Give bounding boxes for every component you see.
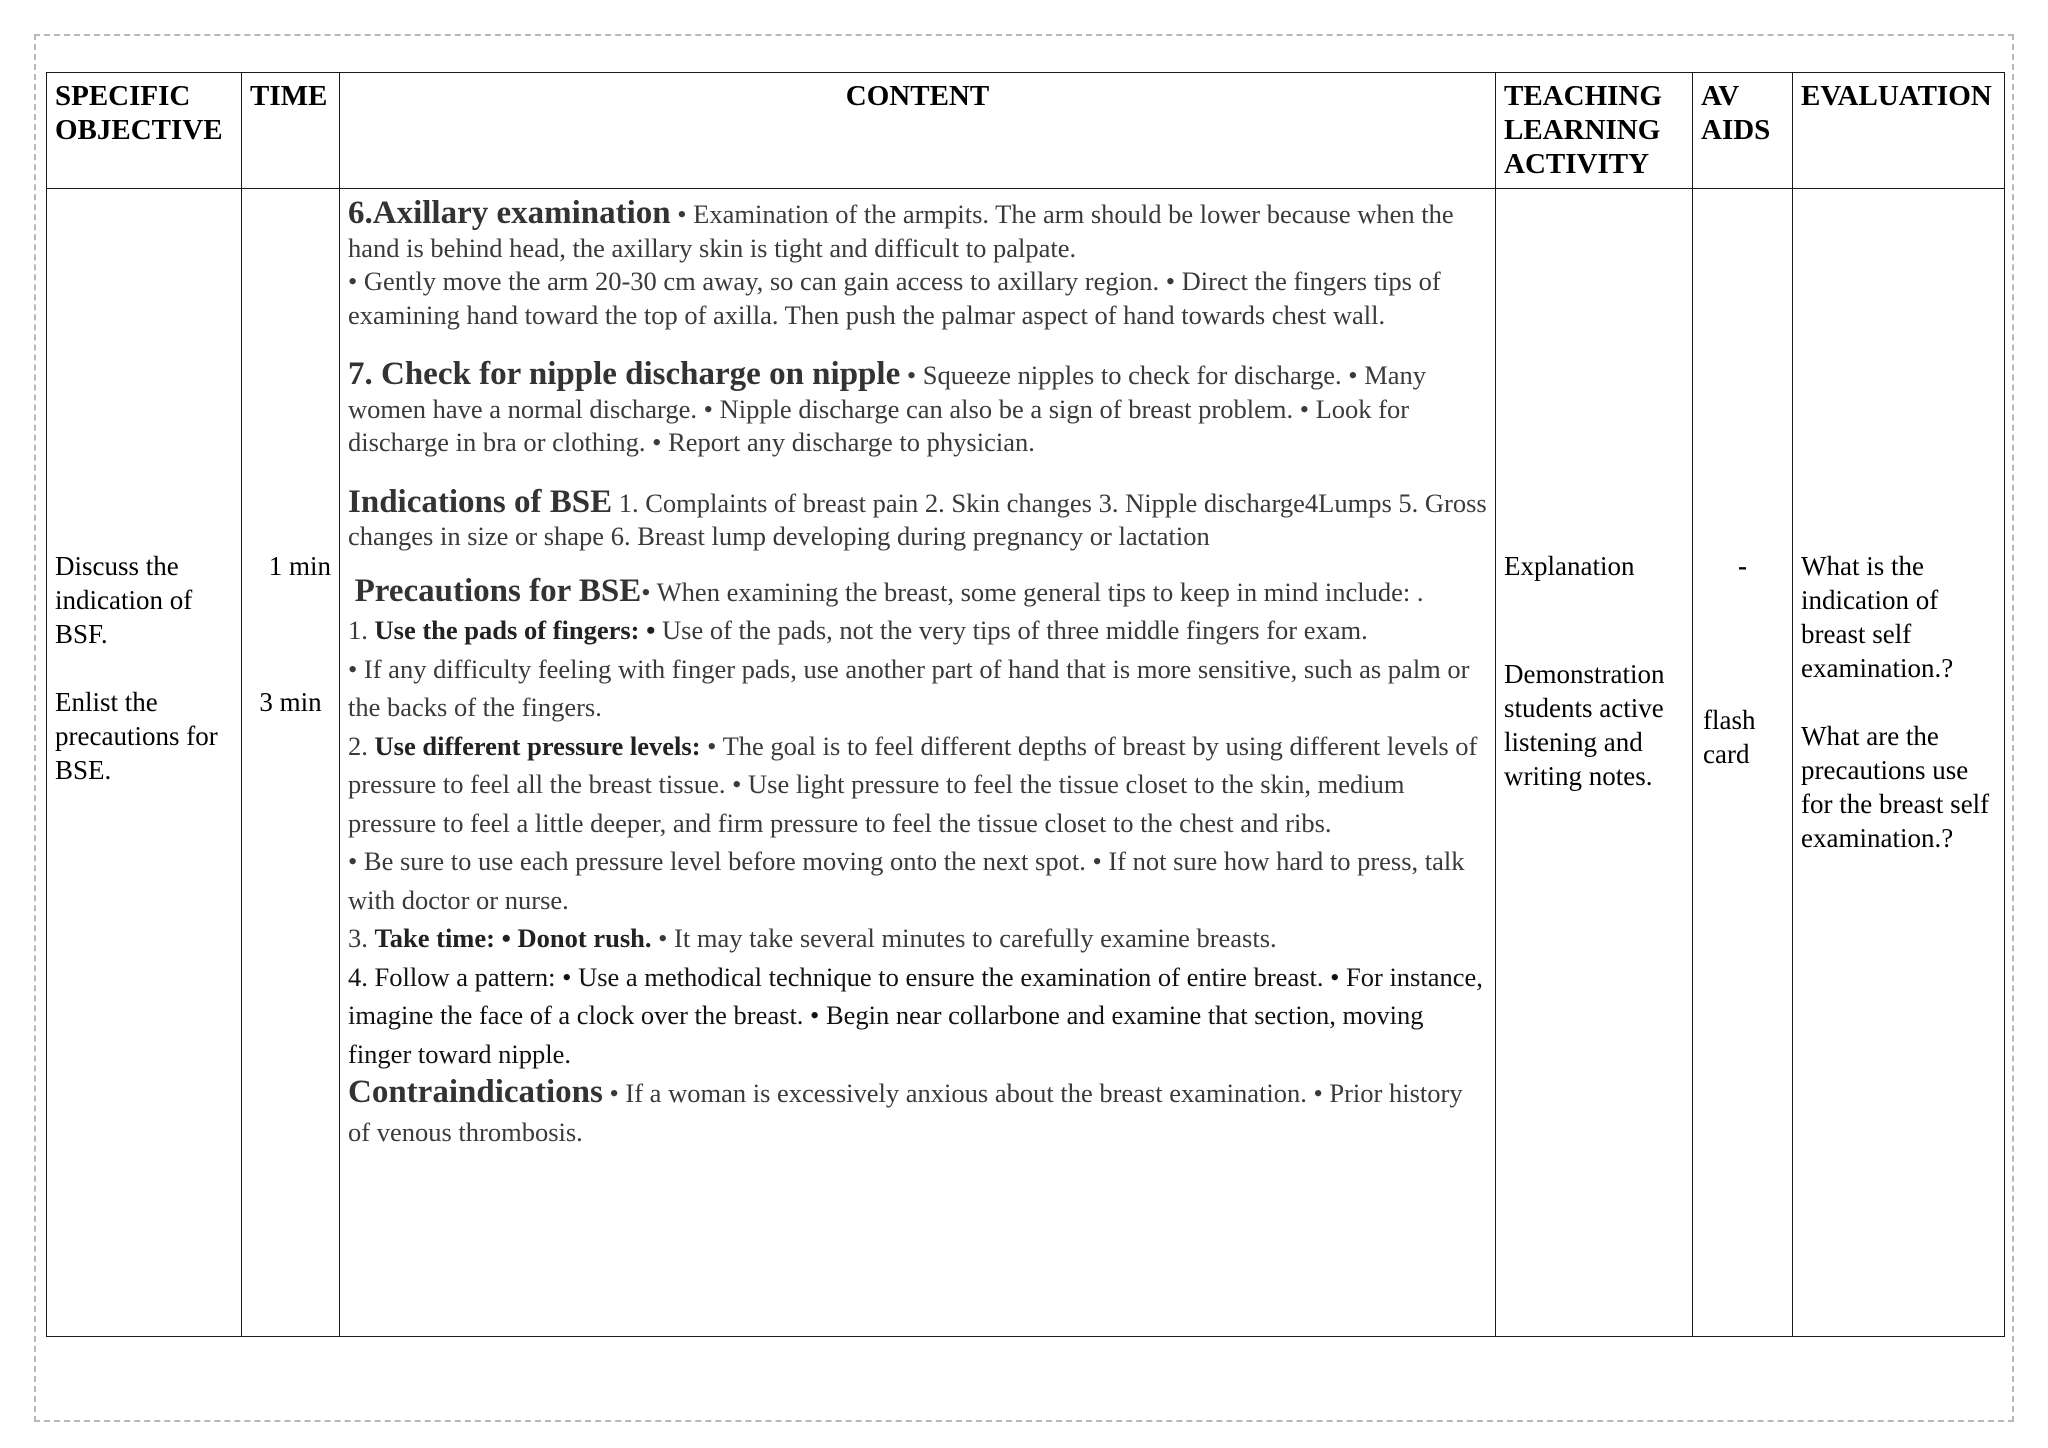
item-number: 3. [348,923,375,953]
item-text: • If any difficulty feeling with finger pads, use another part of hand that is more sensitive, such as palm or the backs of the fingers. [348,653,1470,722]
time-item: 3 min [259,687,322,717]
av-aid-item: - [1738,551,1747,581]
activity-item: Demonstration students active listening and writing notes. [1504,659,1665,791]
section-text: 1. Complaints of breast pain 2. Skin changes 3. Nipple discharge4Lumps 5. Gross changes in size or shape 6. Breast lump developing during pregnancy or lactation [348,487,1487,551]
item-text: • Be sure to use each pressure level before moving onto the next spot. • If not sure how hard to press, talk with doctor or nurse. [348,846,1465,915]
header-time: TIME [242,73,340,189]
header-teaching-learning-activity: TEACHING LEARNING ACTIVITY [1496,73,1693,189]
item-text: • It may take several minutes to carefully examine breasts. [651,923,1277,953]
activity-item: Explanation [1504,551,1635,581]
time-cell [242,189,340,1337]
header-specific-objective: SPECIFIC OBJECTIVE [47,73,242,189]
objective-item: Discuss the indication of BSF. [55,551,193,649]
item-title: Take time: • Donot rush. [374,923,652,953]
evaluation-cell [1793,189,2005,1337]
nipple-section [348,358,1489,460]
av-aid-item: flash card [1703,705,1756,769]
activity-cell [1496,189,1693,1337]
header-evaluation: EVALUATION [1793,73,2005,189]
av-aids-cell [1693,189,1793,1337]
content-cell [340,189,1496,1337]
section-heading: Indications of BSE [348,483,613,520]
section-heading: Precautions for BSE [354,572,642,609]
section-text: • When examining the breast, some general tips to keep in mind include: . [641,576,1424,607]
header-av-aids: AV AIDS [1693,73,1793,189]
item-text: Use of the pads, not the very tips of three middle fingers for exam. [655,615,1368,645]
item-text: • The goal is to feel different depths of breast by using different levels of pressure to feel all the breast tissue. • Use light pressure to feel the tissue closet to the skin, medium pressure to feel a little deeper, and firm pressure to feel the tissue closet to the chest and ribs. [348,730,1478,838]
objective-item: Enlist the precautions for BSE. [55,687,218,785]
item-number: 2. [348,730,375,761]
axillary-section [348,197,1489,265]
item-title: Use different pressure levels: [374,730,701,761]
section-heading: 7. Check for nipple discharge on nipple [348,356,901,392]
evaluation-item: What is the indication of breast self examination.? [1801,551,1954,683]
evaluation-item: What are the precautions use for the breast self examination.? [1801,721,1990,853]
section-heading: Contraindications [348,1074,603,1110]
item-title: Use the pads of fingers: • [374,615,656,645]
time-item: 1 min [268,551,331,581]
indications-section [348,483,1489,554]
section-text: • Squeeze nipples to check for discharge. • Many women have a normal discharge. • Nipple discharge can also be a sign of breast problem. • Look for discharge in bra or clothing. • Report any discharge to physician. [348,360,1427,457]
item-text: 4. Follow a pattern: • Use a methodical technique to ensure the examination of entire breast. • For instance, imagine the face of a clock over the breast. • Begin near collarbone and examine that section, moving finger toward nipple. [348,961,1483,1069]
section-heading: 6.Axillary examination [348,195,671,231]
header-row [47,73,2005,189]
item-number: 1. [348,615,375,645]
objective-cell [47,189,242,1337]
table-row [47,189,2005,1337]
header-content: CONTENT [340,73,1496,189]
section-text: • Gently move the arm 20-30 cm away, so can gain access to axillary region. • Direct the fingers tips of examining hand toward the top of axilla. Then push the palmar aspect of hand towards chest wall. [348,266,1441,330]
section-text: • If a woman is excessively anxious about the breast examination. • Prior history of venous thrombosis. [348,1078,1463,1147]
lesson-plan-table [46,72,2005,1337]
section-text: • Examination of the armpits. The arm should be lower because when the hand is behind head, the axillary skin is tight and difficult to palpate. [348,199,1454,263]
precautions-section [348,572,1489,1152]
